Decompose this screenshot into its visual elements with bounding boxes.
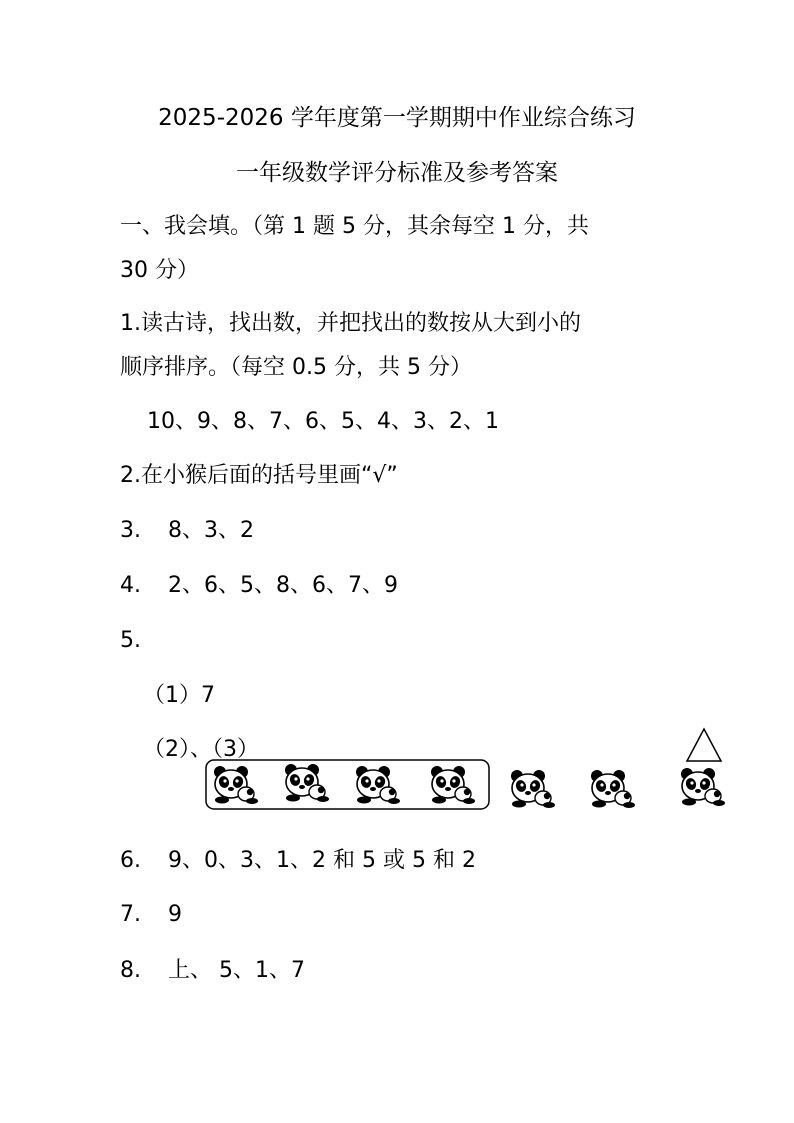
question-3-answer: 8、3、2 (168, 518, 254, 543)
panda-icon (281, 762, 331, 804)
section-one-heading-line2: 30 分） (120, 258, 199, 283)
question-5-sub1: （1）7 (143, 683, 215, 708)
section-one-heading-line1: 一、我会填。（第 1 题 5 分，其余每空 1 分，共 (120, 214, 589, 239)
question-6-answer: 9、0、3、1、2 和 5 或 5 和 2 (168, 848, 476, 873)
panda-icon (507, 768, 557, 810)
question-5-number: 5. (120, 628, 141, 653)
question-1-line2: 顺序排序。（每空 0.5 分，共 5 分） (120, 355, 472, 380)
question-7-answer: 9 (168, 902, 182, 927)
panda-icon (210, 764, 260, 806)
question-1-answer: 10、9、8、7、6、5、4、3、2、1 (147, 409, 499, 434)
question-3-number: 3. (120, 518, 141, 543)
panda-icon (677, 766, 727, 808)
panda-icon (352, 764, 402, 806)
triangle-marker (687, 729, 721, 761)
panda-icon (587, 768, 637, 810)
question-5-sub23: （2）、（3） (143, 737, 259, 762)
document-subtitle: 一年级数学评分标准及参考答案 (236, 160, 558, 186)
panda-group-box (206, 760, 489, 809)
question-7-number: 7. (120, 902, 141, 927)
panda-icon (427, 764, 477, 806)
question-2-text: 2.在小猴后面的括号里画“√” (120, 463, 398, 488)
question-4-answer: 2、6、5、8、6、7、9 (168, 573, 398, 598)
question-4-number: 4. (120, 573, 141, 598)
question-6-number: 6. (120, 848, 141, 873)
question-8-number: 8. (120, 958, 141, 983)
document-title: 2025-2026 学年度第一学期期中作业综合练习 (158, 105, 636, 131)
question-1-line1: 1.读古诗，找出数，并把找出的数按从大到小的 (120, 311, 581, 336)
question-8-answer: 上、 5、1、7 (168, 958, 305, 983)
